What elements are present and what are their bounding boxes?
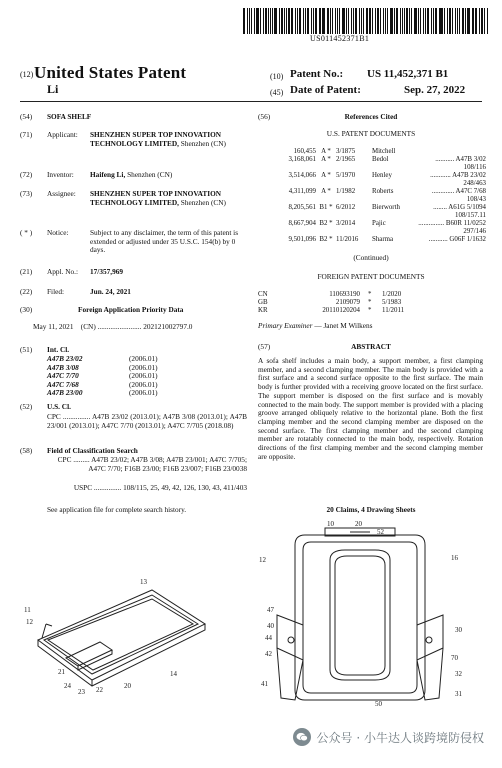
intcl-class: A47C 7/68 [47,379,79,389]
us-ref-row-cont [258,180,486,188]
intcl-class: A47B 23/02 [47,354,83,363]
fp-star: * [368,299,372,306]
figure-label: 20 [355,520,362,528]
barcode-bar [351,8,353,34]
us-ref-row [258,220,486,228]
barcode-bar [400,8,401,34]
figure-label: 41 [261,680,268,688]
patent-no-code: (10) [270,72,284,81]
intcl-title: Int. Cl. [47,345,70,354]
abstract-text: A sofa shelf includes a main body, a support member, a first clamping member, and a second clamping member. The main body is provided with a first surface and a second surface opposite to the first surface. The main body is further provided with a receiving groove located on the first surface. The support member is disposed on the first surface and is movably connected to the main body. The support member is provided with a placing groove arranged obliquely relative to the horizontal plane. Both the first clamping member and the second clamping member are disposed on the second surface. The first clamping member and the second clamping member are rotatably connected to the main body, respectively. Rotation directions of the first clamping member and the second clamping member are opposite. [258,356,483,461]
ref-date: 1/1982 [336,188,356,195]
inventor-short: Li [47,82,59,96]
ref-name: Mitchell [372,148,396,155]
uspc-text: USPC ............... 108/115, 25, 49, 42, 126, 130, 43, 411/403 [73,483,247,492]
examiner-name: — Janet M Wilkens [314,321,373,330]
barcode-bar [342,8,345,34]
barcode-bar [286,8,287,34]
ref-kind: A * [321,172,331,179]
ref-date: 6/2012 [336,204,356,211]
fp-row [258,299,484,307]
patent-title: SOFA SHELF [47,112,92,121]
ref-class-sub: 248/463 [463,180,486,187]
barcode-bar [435,8,437,34]
barcode-bar [473,8,474,34]
applicant-code: (71) [20,130,33,139]
us-ref-row-cont [258,212,486,220]
ref-date: 3/2014 [336,220,356,227]
barcode-bar [291,8,293,34]
ref-kind: A * [321,148,331,155]
ref-kind: B2 * [319,236,333,243]
fp-country: CN [258,291,268,298]
barcode-bar [260,8,261,34]
barcode-bar [444,8,445,34]
ref-class-sub: 108/157.11 [455,212,486,219]
figure-label: 20 [124,682,131,690]
barcode-bar [375,8,376,34]
figure-tray-drawing [20,570,230,710]
barcode-bar [467,8,470,34]
barcode-bar [372,8,373,34]
field-code: (58) [20,446,33,455]
ref-date: 11/2016 [336,236,359,243]
ref-class: ............ A47B 23/02 [430,172,486,179]
ref-date: 3/1875 [336,148,356,155]
barcode-bar [359,8,360,34]
examiner [258,322,373,331]
ref-kind: B2 * [319,220,333,227]
fp-country: KR [258,307,268,314]
us-refs [258,148,486,244]
fp-star: * [368,307,372,314]
ref-number: 8,205,561 [288,204,316,211]
appl-no: 17/357,969 [90,267,124,276]
barcode-bar [449,8,451,34]
fp-date: 5/1983 [382,299,402,306]
barcode-bar [431,8,432,34]
barcode-bar [256,8,259,34]
foreign-title: Foreign Application Priority Data [78,305,184,314]
ref-name: Roberts [372,188,394,195]
barcode-bar [274,8,277,34]
barcode-bar [404,8,405,34]
barcode-bar [385,8,387,34]
ref-number: 4,311,099 [288,188,316,195]
intcl-class: A47B 23/00 [47,388,83,398]
filed-label: Filed: [47,287,65,296]
uscl-code: (52) [20,402,33,411]
barcode-bar [330,8,331,34]
field-text: CPC ......... A47B 23/02; A47B 3/08; A47B 23/001; A47C 7/705; A47C 7/70; F16B 23/00; F16B 23/007; F16B 23/0038 [57,455,247,473]
barcode-bar [363,8,364,34]
fp-country: GB [258,299,268,306]
us-ref-row-cont [258,228,486,236]
ref-kind: A * [321,156,331,163]
intcl-code: (51) [20,345,33,354]
barcode-bar [411,8,412,34]
doc-type-code: (12) [20,70,34,79]
intcl-year: (2006.01) [129,371,158,381]
barcode-bar [380,8,381,34]
fp-row [258,291,484,299]
barcode-bar [447,8,448,34]
barcode-bar [348,8,349,34]
field-title: Field of Classification Search [47,446,138,455]
uscl-title: U.S. Cl. [47,402,71,411]
inventor [90,171,172,180]
refs-code: (56) [258,112,271,121]
ref-date: 5/1970 [336,172,356,179]
filed-code: (22) [20,287,33,296]
barcode-bar [270,8,271,34]
intcl-year: (2006.01) [129,379,158,389]
patent-date: Sep. 27, 2022 [404,84,466,96]
fp-number: 2109079 [335,299,360,306]
ref-class: ........ A61G 5/1094 [433,204,486,211]
barcode-bar [377,8,379,34]
us-ref-row [258,172,486,180]
figure-label: 12 [259,556,266,564]
barcode-bar [288,8,290,34]
barcode-bar [335,8,336,34]
examiner-label: Primary Examiner [258,321,313,330]
foreign-priority-line: May 11, 2021 (CN) ........................ 202121002797.0 [33,322,193,331]
figure-label: 11 [24,606,31,614]
fp-refs [258,291,484,315]
barcode-bar [462,8,464,34]
us-docs-title: U.S. PATENT DOCUMENTS [326,129,416,138]
ref-number: 9,501,096 [288,236,316,243]
continued: (Continued) [353,253,389,262]
barcode-bar [322,8,325,34]
barcode-bar [249,8,250,34]
appl-label: Appl. No.: [47,267,79,276]
barcode-bar [475,8,477,34]
barcode-bar [272,8,273,34]
barcode-bar [433,8,434,34]
barcode-bar [319,8,320,34]
barcode-bar [361,8,362,34]
intcl-year: (2006.01) [129,362,158,372]
figure-label: 24 [64,682,71,690]
see-text: See application file for complete search history. [47,505,187,514]
filed-date: Jun. 24, 2021 [90,287,131,296]
barcode-bar [297,8,298,34]
figure-label: 21 [58,668,65,676]
barcode-bar [355,8,357,34]
ref-class [412,148,486,156]
foreign-code: (30) [20,305,33,314]
ref-name: Henley [372,172,392,179]
barcode-bar [479,8,480,34]
assignee-loc: Shenzhen (CN) [180,197,226,207]
us-ref-row [258,156,486,164]
inventor-code: (72) [20,170,33,179]
intcl-class: A47C 7/70 [47,371,79,381]
figure-label: 50 [375,700,382,708]
figure-shelf-drawing [255,520,485,710]
barcode-bar [396,8,398,34]
fp-title: FOREIGN PATENT DOCUMENTS [317,272,425,281]
assignee-label: Assignee: [47,189,76,198]
ref-name: Bierworth [372,204,400,211]
barcode-bar [452,8,454,34]
figure-label: 44 [265,634,272,642]
date-label: Date of Patent: [290,84,361,96]
ref-number: 160,455 [293,148,316,155]
figure-label: 32 [455,670,462,678]
wechat-icon [293,728,311,746]
inventor-loc: Shenzhen (CN) [127,170,173,179]
barcode-bar [299,8,302,34]
intcl-year: (2006.01) [129,388,158,398]
barcode-bar [279,8,280,34]
barcode-bar [263,8,264,34]
barcode-bar [440,8,443,34]
ref-date: 2/1965 [336,156,356,163]
figure-label: 31 [455,690,462,698]
ref-class-sub: 108/116 [463,164,486,171]
refs-title: References Cited [344,112,398,121]
ref-class: ........... G06F 1/1632 [428,236,486,243]
ref-class-sub: 297/146 [463,228,486,235]
us-ref-row [258,204,486,212]
figure-label: 10 [327,520,334,528]
figure-label: 70 [451,654,458,662]
claims-line: 20 Claims, 4 Drawing Sheets [326,505,416,514]
ref-number: 8,667,904 [288,220,316,227]
ref-number: 3,168,061 [288,156,316,163]
barcode-bar [414,8,417,34]
figure-label: 40 [267,622,274,630]
barcode-bar [409,8,410,34]
watermark [293,728,484,746]
fp-date: 11/2011 [382,307,405,314]
abstract-title: ABSTRACT [351,342,391,351]
assignee-code: (73) [20,189,33,198]
applicant [90,131,250,148]
barcode-bar [369,8,372,34]
barcode-bar [465,8,466,34]
us-ref-row [258,236,486,244]
fp-star: * [368,291,372,298]
uscl-text: CPC ............... A47B 23/02 (2013.01); A47B 3/08 (2013.01); A47B 23/001 (2013.01); A47C 7/70 (2013.01); A47C 7/705 (2018.08) [47,412,247,430]
fp-number: 110693190 [329,291,360,298]
ref-number: 3,514,066 [288,172,316,179]
appl-code: (21) [20,267,33,276]
ref-name: Pajic [372,220,386,227]
ref-kind: A * [321,188,331,195]
ref-class: ............. A47C 7/68 [431,188,486,195]
barcode-bar [459,8,460,34]
inventor-name: Haifeng Li, [90,170,126,179]
figure-label: 22 [96,686,103,694]
barcode-bar [305,8,306,34]
fp-date: 1/2020 [382,291,402,298]
barcode-bar [484,8,485,34]
figure-label: 42 [265,650,272,658]
barcode-bar [455,8,456,34]
watermark-text: 公众号 · 小牛达人谈跨境防侵权 [316,730,484,745]
figure-label: 13 [140,578,147,586]
header-rule [20,101,482,102]
applicant-loc: Shenzhen (CN) [180,138,226,148]
barcode-bar [281,8,283,34]
barcode-bar [423,8,424,34]
barcode-bar [383,8,384,34]
barcode-bar [418,8,419,34]
barcode-bar [406,8,408,34]
barcode-bar [311,8,312,34]
fp-row [258,307,484,315]
barcode-bar [394,8,395,34]
barcode-bar [390,8,393,34]
us-ref-row [258,148,486,156]
notice-label: Notice: [47,228,69,237]
assignee [90,190,250,207]
barcode-bar [295,8,296,34]
barcode-bar [247,8,248,34]
figure-label: 23 [78,688,85,696]
barcode-bar [251,8,253,34]
patent-no-label: Patent No.: [290,68,344,80]
intcl-year: (2006.01) [129,354,158,363]
barcode-bar [425,8,426,34]
barcode-bar [402,8,403,34]
applicant-label: Applicant: [47,130,78,139]
ref-class: ............... B60R 11/0252 [418,220,486,227]
barcode-bar [427,8,429,34]
notice-code: ( * ) [20,228,33,237]
barcode-bar [307,8,309,34]
ref-name: Bedol [372,156,389,163]
barcode-bar [481,8,483,34]
barcode-bar [472,8,473,34]
barcode-bar [303,8,304,34]
us-ref-row-cont [258,196,486,204]
figure-label: 16 [451,554,458,562]
ref-class-sub: 108/43 [466,196,486,203]
abstract-code: (57) [258,342,271,351]
intcl-class: A47B 3/08 [47,362,79,372]
barcode-bar [313,8,314,34]
barcode-bar [353,8,354,34]
patent-no: US 11,452,371 B1 [367,68,449,80]
barcode-bar [366,8,368,34]
ref-name: Sharma [372,236,394,243]
barcode-bar [315,8,317,34]
intcl-list [47,355,247,398]
assignee-name: SHENZHEN SUPER TOP INNOVATION TECHNOLOGY LIMITED, [90,189,222,207]
barcode-bar [457,8,458,34]
ref-kind: B1 * [319,204,333,211]
barcode-bar [487,8,488,34]
barcode-bar [332,8,333,34]
figure-label: 14 [170,670,177,678]
doc-type: United States Patent [34,63,187,82]
figure-label: 30 [455,626,462,634]
intcl-row [47,389,247,398]
barcode-bar [243,8,245,34]
barcode-bar [268,8,269,34]
barcode-bar [339,8,340,34]
us-ref-row [258,188,486,196]
barcode-bar [254,8,255,34]
figure-label: 52 [377,528,384,536]
barcode-bar [265,8,267,34]
applicant-name: SHENZHEN SUPER TOP INNOVATION TECHNOLOGY LIMITED, [90,130,222,148]
ref-class: ........... A47B 3/02 [435,156,486,163]
barcode-bar [439,8,440,34]
us-ref-row-cont [258,164,486,172]
notice-text: Subject to any disclaimer, the term of this patent is extended or adjusted under 35 U.S.C. 154(b) by 0 days. [90,228,239,255]
figure-label: 12 [26,618,33,626]
fp-number: 20110120204 [322,307,360,314]
barcode-bar [387,8,388,34]
date-code: (45) [270,88,284,97]
title-code: (54) [20,112,33,121]
barcode-bar [284,8,285,34]
barcode-bar [337,8,339,34]
inventor-label: Inventor: [47,170,74,179]
barcode-bar [346,8,347,34]
barcode [243,8,489,34]
barcode-bar [320,8,321,34]
barcode-bar [327,8,329,34]
barcode-text: US011452371B1 [310,34,370,43]
figure-label: 47 [267,606,274,614]
barcode-bar [420,8,422,34]
